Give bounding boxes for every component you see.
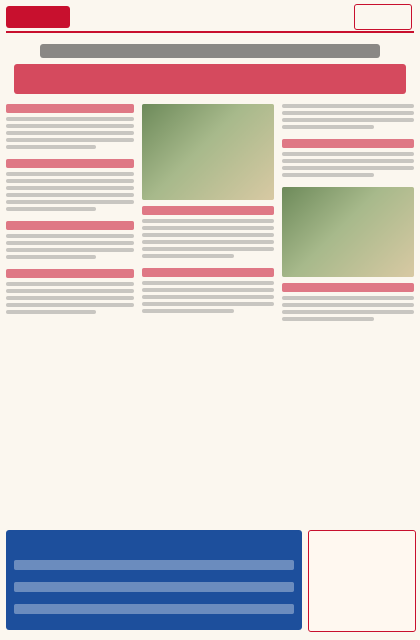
text-line <box>6 200 134 204</box>
story <box>282 139 414 177</box>
text-line <box>6 117 134 121</box>
text-line <box>142 295 274 299</box>
masthead-rule <box>6 31 414 33</box>
text-line <box>6 131 134 135</box>
text-line <box>6 282 134 286</box>
classified-ads <box>6 530 414 634</box>
text-line <box>142 288 274 292</box>
text-line <box>282 310 414 314</box>
text-line <box>6 241 134 245</box>
side-advert <box>308 530 416 632</box>
story-heading <box>142 268 274 277</box>
text-line <box>6 186 134 190</box>
sub-headline-text <box>40 44 380 58</box>
text-line <box>282 159 414 163</box>
story-heading <box>6 221 134 230</box>
story <box>6 104 134 149</box>
paper-logo <box>354 4 412 30</box>
main-headline-text <box>14 64 406 94</box>
text-line <box>142 281 274 285</box>
text-line <box>282 173 374 177</box>
text-line <box>6 234 134 238</box>
text-line <box>282 118 414 122</box>
news-photo <box>282 187 414 277</box>
text-line <box>6 303 134 307</box>
text-line <box>142 309 234 313</box>
story <box>142 206 274 258</box>
text-line <box>6 138 134 142</box>
story <box>142 268 274 313</box>
story-heading <box>142 206 274 215</box>
text-line <box>282 152 414 156</box>
ad-text-strip <box>14 604 294 614</box>
text-line <box>142 233 274 237</box>
text-line <box>142 302 274 306</box>
section-badge <box>6 6 70 28</box>
text-line <box>142 247 274 251</box>
story <box>6 159 134 211</box>
column-middle <box>142 104 274 524</box>
text-line <box>282 104 414 108</box>
story-heading <box>282 139 414 148</box>
main-headline <box>14 64 406 94</box>
story <box>6 269 134 314</box>
story <box>282 283 414 321</box>
text-line <box>282 317 374 321</box>
text-line <box>282 303 414 307</box>
text-line <box>6 172 134 176</box>
masthead <box>0 0 420 34</box>
text-line <box>142 240 274 244</box>
ad-text-strip <box>14 560 294 570</box>
text-line <box>282 111 414 115</box>
classified-band <box>6 530 302 630</box>
column-right <box>282 104 414 524</box>
text-line <box>6 207 96 211</box>
text-line <box>6 179 134 183</box>
text-line <box>282 125 374 129</box>
sub-headline <box>40 44 380 58</box>
text-line <box>6 124 134 128</box>
text-line <box>6 289 134 293</box>
story <box>282 104 414 129</box>
text-line <box>6 296 134 300</box>
text-line <box>6 193 134 197</box>
story-heading <box>6 104 134 113</box>
text-line <box>6 145 96 149</box>
story-heading <box>282 283 414 292</box>
text-line <box>142 219 274 223</box>
story-heading <box>6 269 134 278</box>
column-left <box>6 104 134 524</box>
story <box>6 221 134 259</box>
text-line <box>6 248 134 252</box>
text-line <box>142 254 234 258</box>
text-line <box>6 255 96 259</box>
news-photo <box>142 104 274 200</box>
text-line <box>282 296 414 300</box>
text-line <box>6 310 96 314</box>
text-line <box>282 166 414 170</box>
text-line <box>142 226 274 230</box>
ad-text-strip <box>14 582 294 592</box>
story-heading <box>6 159 134 168</box>
